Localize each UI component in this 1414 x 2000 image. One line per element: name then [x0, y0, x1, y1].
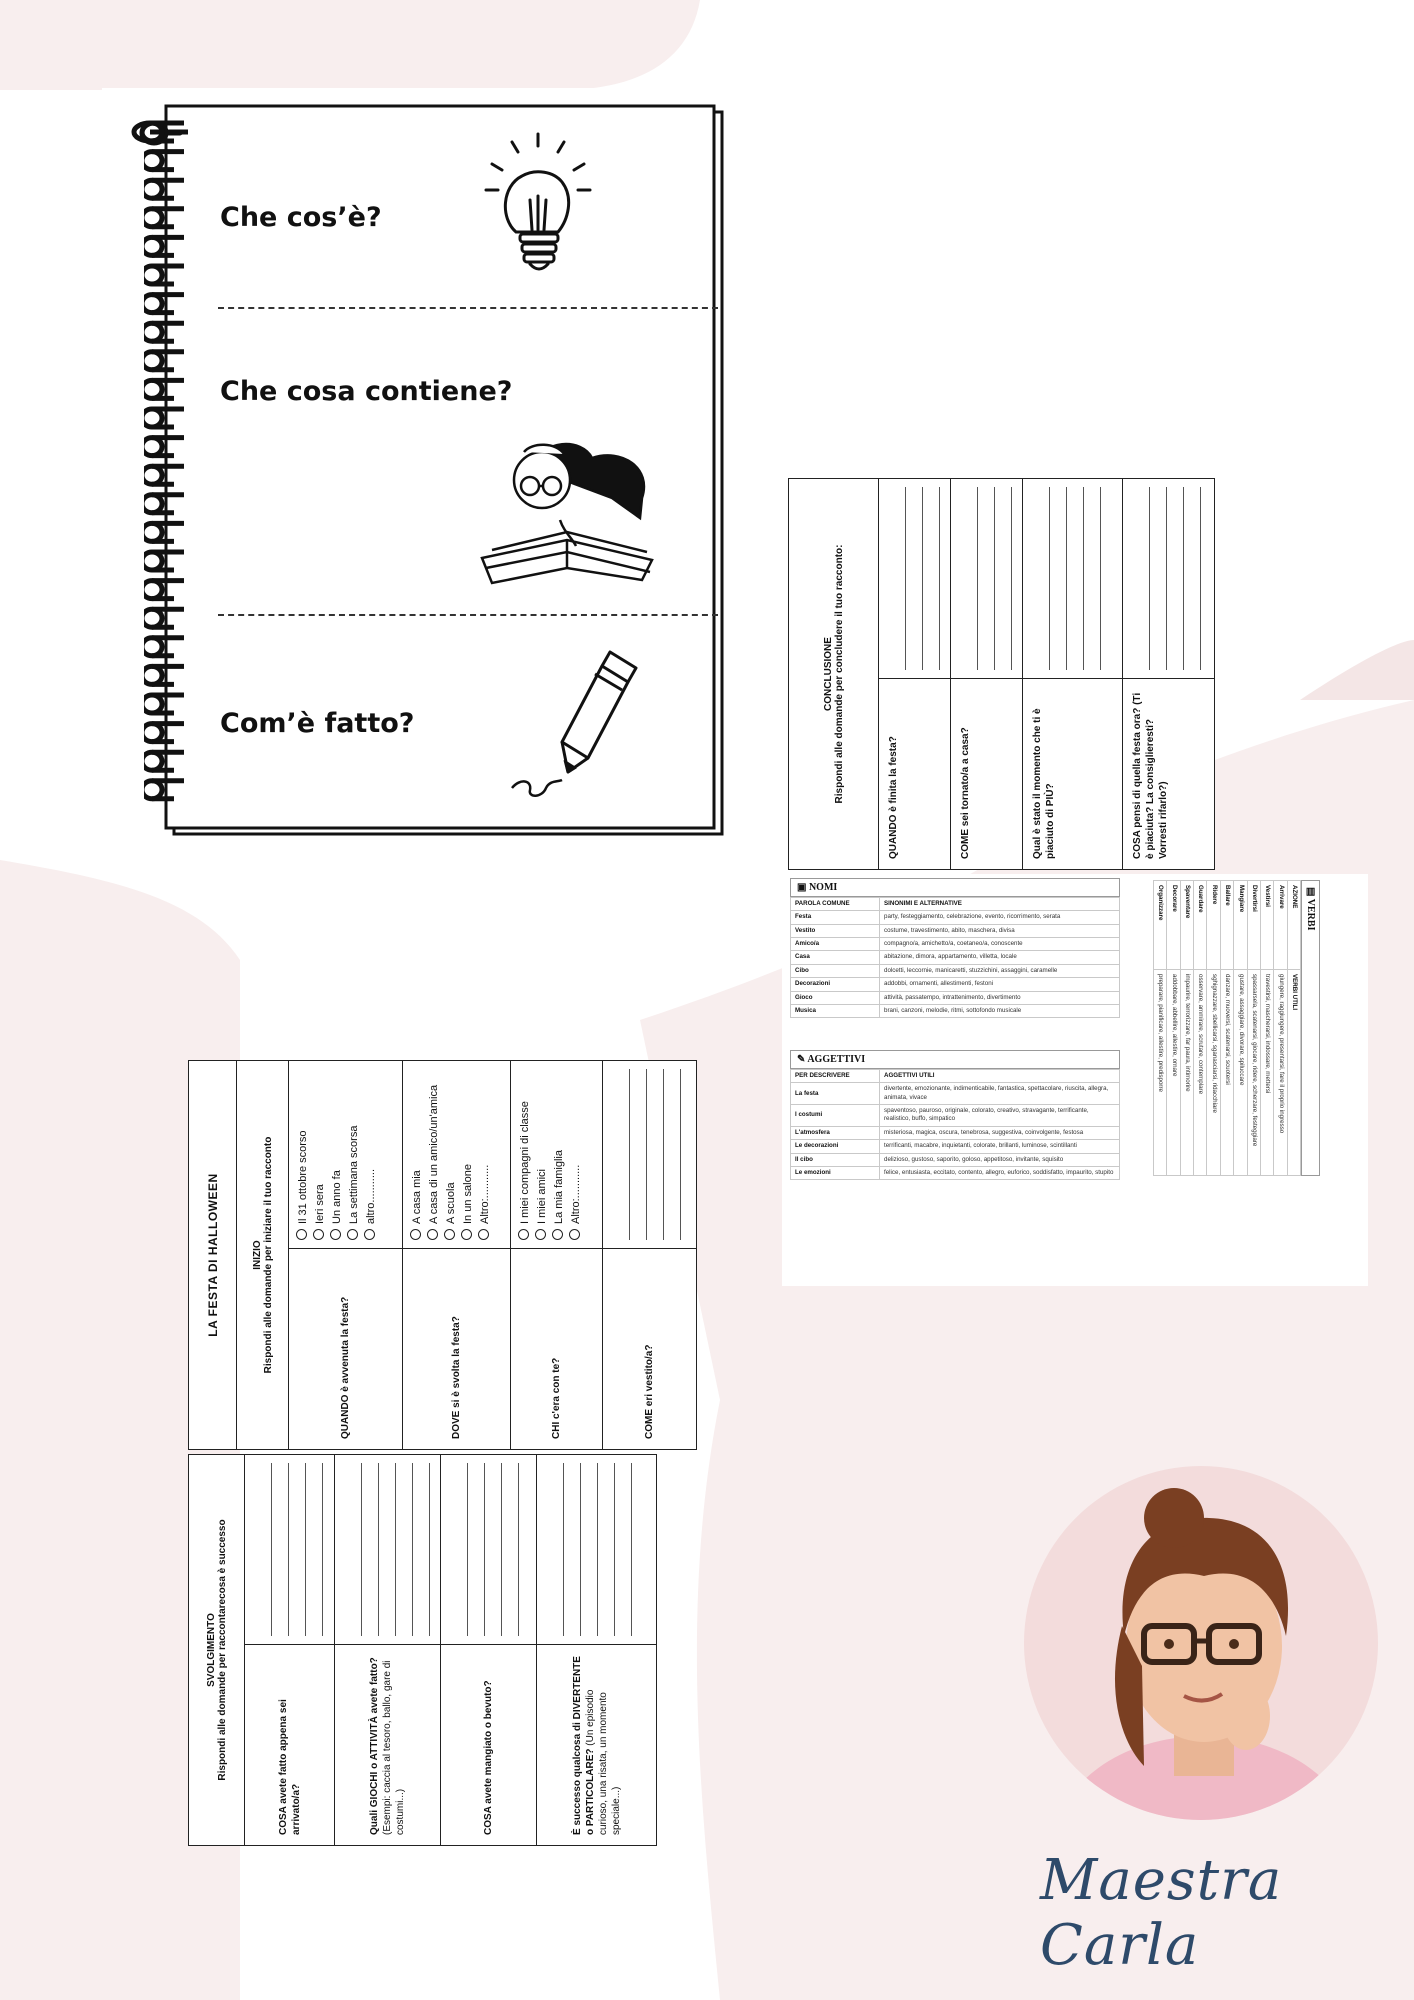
option-item[interactable] — [517, 1069, 534, 1240]
avatar — [1024, 1466, 1378, 1820]
table-row — [1207, 881, 1220, 1176]
conclusione-question-4: COSA pensi di quella festa ora? (Ti è piaciuta? La consiglieresti? Vorresti rifarlo?) — [1123, 679, 1215, 870]
table-cell-value: divertente, emozionante, indimenticabile, fantastica, spettacolare, riuscita, allegra, animata, vivace — [880, 1083, 1120, 1105]
spiral-ring — [144, 609, 184, 627]
conclusione-title: CONCLUSIONE — [822, 637, 834, 711]
table-cell-value: spassarsela, scatenarsi, giocare, ridere, scherzare, festeggiare — [1247, 970, 1260, 1176]
option-item[interactable] — [363, 1069, 380, 1240]
table-cell-value: impaurire, terrorizzare, far paura, intimorire — [1180, 970, 1193, 1176]
option-item[interactable] — [477, 1069, 494, 1240]
radio-circle-icon[interactable] — [535, 1229, 546, 1240]
table-cell-value: addobbi, ornamenti, allestimenti, festoni — [880, 978, 1120, 991]
inizio-subtitle: Rispondi alle domande per iniziare il tuo racconto — [262, 1136, 274, 1374]
nomi-header-sinonimi: SINONIMI E ALTERNATIVE — [880, 898, 1120, 911]
table-cell-key: Le decorazioni — [791, 1140, 880, 1153]
answer-lines[interactable] — [951, 479, 1023, 679]
table-row — [1167, 881, 1180, 1176]
spiral-ring — [144, 523, 184, 541]
table-cell-key: Mangiare — [1234, 881, 1247, 970]
option-item[interactable] — [295, 1069, 312, 1240]
option-label: La settimana scorsa — [348, 1125, 361, 1224]
spiral-ring — [144, 295, 184, 313]
table-row — [791, 1140, 1120, 1153]
table-cell-value: attività, passatempo, intrattenimento, divertimento — [880, 991, 1120, 1004]
spiral-ring — [144, 266, 184, 284]
table-cell-key: Vestito — [791, 924, 880, 937]
radio-circle-icon[interactable] — [444, 1229, 455, 1240]
table-cell-value: costume, travestimento, abito, maschera, divisa — [880, 924, 1120, 937]
svolgimento-question-3: COSA avete mangiato o bevuto? — [441, 1645, 537, 1846]
table-row — [791, 1153, 1120, 1166]
option-label: I miei compagni di classe — [519, 1101, 531, 1224]
lightbulb-icon — [482, 128, 602, 288]
table-row — [1194, 881, 1207, 1176]
table-cell-key: Gioco — [791, 991, 880, 1004]
table-cell-key: Cibo — [791, 964, 880, 977]
table-row — [1180, 881, 1193, 1176]
table-cell-key: Arrivare — [1274, 881, 1287, 970]
inizio-question-1: QUANDO è avvenuta la festa? — [289, 1249, 403, 1450]
radio-circle-icon[interactable] — [461, 1229, 472, 1240]
answer-lines[interactable] — [1123, 479, 1215, 679]
aggettivi-title: ✎ AGGETTIVI — [790, 1050, 1120, 1069]
radio-circle-icon[interactable] — [552, 1229, 563, 1240]
aggettivi-header-per-descrivere: PER DESCRIVERE — [791, 1070, 880, 1083]
option-item[interactable] — [329, 1069, 346, 1240]
verbi-header-verbi: VERBI UTILI — [1287, 970, 1300, 1176]
radio-circle-icon[interactable] — [313, 1229, 324, 1240]
table-cell-key: Ballare — [1220, 881, 1233, 970]
aggettivi-table — [790, 1050, 1120, 1180]
conclusione-question-2: COME sei tornato/a a casa? — [951, 679, 1023, 870]
radio-circle-icon[interactable] — [347, 1229, 358, 1240]
answer-lines[interactable] — [603, 1061, 697, 1249]
table-row — [791, 911, 1120, 924]
option-item[interactable] — [346, 1069, 363, 1240]
option-item[interactable] — [551, 1069, 568, 1240]
radio-circle-icon[interactable] — [569, 1229, 580, 1240]
radio-circle-icon[interactable] — [478, 1229, 489, 1240]
option-item[interactable] — [534, 1069, 551, 1240]
table-row — [791, 951, 1120, 964]
conclusione-table — [788, 478, 1214, 870]
table-row — [791, 991, 1120, 1004]
inizio-options-3[interactable] — [511, 1061, 603, 1249]
answer-lines[interactable] — [1023, 479, 1123, 679]
table-row — [1247, 881, 1260, 1176]
notebook-card — [102, 88, 733, 854]
table-cell-key: Vestirsi — [1260, 881, 1273, 970]
table-cell-key: Decorazioni — [791, 978, 880, 991]
table-cell-value: abitazione, dimora, appartamento, villetta, locale — [880, 951, 1120, 964]
answer-lines[interactable] — [879, 479, 951, 679]
table-cell-key: Festa — [791, 911, 880, 924]
option-label: Altro:........... — [479, 1164, 492, 1224]
table-cell-value: brani, canzoni, melodie, ritmi, sottofondo musicale — [880, 1004, 1120, 1017]
spiral-ring — [144, 352, 184, 370]
table-cell-value: osservare, ammirare, scrutare, contemplare — [1194, 970, 1207, 1176]
table-cell-key: Ridere — [1207, 881, 1220, 970]
inizio-table — [188, 1060, 696, 1450]
answer-lines[interactable] — [335, 1455, 441, 1645]
inizio-title: INIZIO — [251, 1240, 263, 1270]
spiral-ring — [144, 237, 184, 255]
spiral-ring — [144, 724, 184, 742]
table-row — [791, 1004, 1120, 1017]
table-cell-value: delizioso, gustoso, saporito, goloso, appetitoso, invitante, squisito — [880, 1153, 1120, 1166]
option-label: Ieri sera — [314, 1184, 327, 1224]
table-row — [791, 964, 1120, 977]
option-item[interactable] — [426, 1069, 443, 1240]
table-cell-key: Decorare — [1167, 881, 1180, 970]
table-row — [791, 924, 1120, 937]
svolgimento-question-2: Quali GIOCHI o ATTIVITÀ avete fatto? (Esempi: caccia al tesoro, ballo, gare di costumi...) — [335, 1645, 441, 1846]
option-label: Altro:........... — [570, 1164, 583, 1224]
spiral-ring — [144, 581, 184, 599]
spiral-ring — [144, 781, 184, 799]
table-cell-value: terrificanti, macabre, inquietanti, colorate, brillanti, luminose, scintillanti — [880, 1140, 1120, 1153]
option-item[interactable] — [443, 1069, 460, 1240]
nomi-title: ▣ NOMI — [790, 878, 1120, 897]
table-cell-key: Le emozioni — [791, 1166, 880, 1179]
table-row — [1220, 881, 1233, 1176]
spiral-ring — [144, 209, 184, 227]
verbi-header-azione: AZIONE — [1287, 881, 1300, 970]
table-row — [1234, 881, 1247, 1176]
radio-circle-icon[interactable] — [296, 1229, 307, 1240]
table-cell-key: Il cibo — [791, 1153, 880, 1166]
spiral-ring — [144, 752, 184, 770]
table-cell-value: preparare, pianificare, allestire, predisporre — [1154, 970, 1167, 1176]
answer-lines[interactable] — [245, 1455, 335, 1645]
table-row — [791, 1166, 1120, 1179]
inizio-main-title: LA FESTA DI HALLOWEEN — [189, 1061, 237, 1450]
pencil-icon — [502, 648, 652, 818]
table-cell-value: dolcetti, leccornie, manicaretti, stuzzichini, assaggini, caramelle — [880, 964, 1120, 977]
svolgimento-question-4: È successo qualcosa di DIVERTENTE o PARTICOLARE? (Un episodio curioso, una risata, un momento speciale...) — [537, 1645, 657, 1846]
svolgimento-question-1: COSA avete fatto appena sei arrivato/a? — [245, 1645, 335, 1846]
spiral-ring — [144, 666, 184, 684]
table-cell-key: I costumi — [791, 1105, 880, 1127]
radio-circle-icon[interactable] — [518, 1229, 529, 1240]
table-cell-value: misteriosa, magica, oscura, tenebrosa, suggestiva, coinvolgente, festosa — [880, 1126, 1120, 1139]
inizio-options-2[interactable] — [403, 1061, 511, 1249]
option-label: Il 31 ottobre scorso — [297, 1130, 309, 1224]
conclusione-subtitle: Rispondi alle domande per concludere il tuo racconto: — [833, 544, 845, 804]
table-cell-value: addobbare, abbellire, allestire, ornare — [1167, 970, 1180, 1176]
reading-person-icon — [472, 428, 672, 598]
nomi-table — [790, 878, 1120, 1018]
inizio-options-1[interactable] — [289, 1061, 403, 1249]
spiral-ring — [144, 695, 184, 713]
verbi-title: ▤ VERBI — [1301, 880, 1320, 1176]
svolgimento-table — [188, 1454, 652, 1846]
signature: Maestra Carla — [1040, 1848, 1283, 1978]
radio-circle-icon[interactable] — [410, 1229, 421, 1240]
table-cell-value: felice, entusiasta, eccitato, contento, allegro, euforico, soddisfatto, impaurito, stupito — [880, 1166, 1120, 1179]
inizio-question-3: CHI c'era con te? — [511, 1249, 603, 1450]
nomi-header-parola: PAROLA COMUNE — [791, 898, 880, 911]
radio-circle-icon[interactable] — [364, 1229, 375, 1240]
radio-circle-icon[interactable] — [330, 1229, 341, 1240]
radio-circle-icon[interactable] — [427, 1229, 438, 1240]
table-cell-key: Guardare — [1194, 881, 1207, 970]
table-cell-value: spaventoso, pauroso, originale, colorato, creativo, stravagante, terrificante, realistico, buffo, simpatico — [880, 1105, 1120, 1127]
table-row — [1260, 881, 1273, 1176]
table-row — [791, 1105, 1120, 1127]
table-row — [791, 938, 1120, 951]
notebook-question-3: Com’è fatto? — [220, 708, 415, 739]
spiral-ring — [144, 552, 184, 570]
dashed-divider-2 — [218, 614, 718, 616]
notebook-question-1: Che cos’è? — [220, 202, 382, 233]
aggettivi-header-aggettivi: AGGETTIVI UTILI — [880, 1070, 1120, 1083]
table-cell-value: gustare, assaggiare, divorare, spiluccare — [1234, 970, 1247, 1176]
spiral-ring — [144, 409, 184, 427]
spiral-ring — [144, 323, 184, 341]
answer-lines[interactable] — [441, 1455, 537, 1645]
table-cell-key: Casa — [791, 951, 880, 964]
svolgimento-subtitle: Rispondi alle domande per raccontarecosa è successo — [216, 1519, 228, 1781]
table-cell-key: Divertirsi — [1247, 881, 1260, 970]
conclusione-question-3: Qual è stato il momento che ti è piaciuto di PIÙ? — [1023, 679, 1123, 870]
dashed-divider-1 — [218, 307, 718, 309]
verbi-table — [1132, 880, 1320, 1176]
answer-lines[interactable] — [537, 1455, 657, 1645]
table-row — [1154, 881, 1167, 1176]
table-cell-key: Amico/a — [791, 938, 880, 951]
option-label: La mia famiglia — [553, 1150, 566, 1224]
spiral-ring — [144, 180, 184, 198]
table-cell-value: travestirsi, mascherarsi, indossare, mettersi — [1260, 970, 1273, 1176]
table-cell-key: La festa — [791, 1083, 880, 1105]
option-label: I miei amici — [536, 1168, 549, 1224]
teacher-avatar-illustration — [1024, 1466, 1378, 1820]
spiral-ring — [144, 152, 184, 170]
table-row — [791, 1126, 1120, 1139]
table-cell-value: giungere, raggiungere, presentarsi, fare il proprio ingresso — [1274, 970, 1287, 1176]
option-item[interactable] — [312, 1069, 329, 1240]
notebook-question-2: Che cosa contiene? — [220, 376, 513, 407]
table-row — [791, 1083, 1120, 1105]
option-item[interactable] — [568, 1069, 585, 1240]
inizio-question-2: DOVE si è svolta la festa? — [403, 1249, 511, 1450]
spiral-ring — [144, 638, 184, 656]
spiral-ring — [144, 438, 184, 456]
spiral-ring — [144, 466, 184, 484]
table-row — [1274, 881, 1287, 1176]
spiral-ring — [144, 495, 184, 513]
option-item[interactable] — [460, 1069, 477, 1240]
spiral-ring — [144, 123, 184, 141]
option-label: A scuola — [445, 1182, 458, 1224]
svolgimento-title: SVOLGIMENTO — [205, 1613, 217, 1687]
table-cell-value: party, festeggiamento, celebrazione, evento, ricorrimento, serata — [880, 911, 1120, 924]
table-cell-key: Organizzare — [1154, 881, 1167, 970]
option-label: A casa mia — [411, 1170, 423, 1224]
table-cell-value: sghignazzare, sbellicarsi, sganasciarsi, ridacchiare — [1207, 970, 1220, 1176]
table-row — [791, 978, 1120, 991]
inizio-question-4: COME eri vestito/a? — [603, 1249, 697, 1450]
option-label: In un salone — [462, 1164, 475, 1224]
option-label: A casa di un amico/un'amica — [428, 1084, 441, 1224]
table-cell-key: Musica — [791, 1004, 880, 1017]
conclusione-question-1: QUANDO è finita la festa? — [879, 679, 951, 870]
option-label: altro........... — [365, 1168, 378, 1224]
table-cell-value: danzare, muoversi, scatenarsi, scuotersi — [1220, 970, 1233, 1176]
option-label: Un anno fa — [331, 1170, 344, 1224]
table-cell-value: compagno/a, amichetto/a, coetaneo/a, conoscente — [880, 938, 1120, 951]
option-item[interactable] — [409, 1069, 426, 1240]
table-cell-key: L'atmosfera — [791, 1126, 880, 1139]
table-cell-key: Spaventare — [1180, 881, 1193, 970]
spiral-ring — [144, 380, 184, 398]
